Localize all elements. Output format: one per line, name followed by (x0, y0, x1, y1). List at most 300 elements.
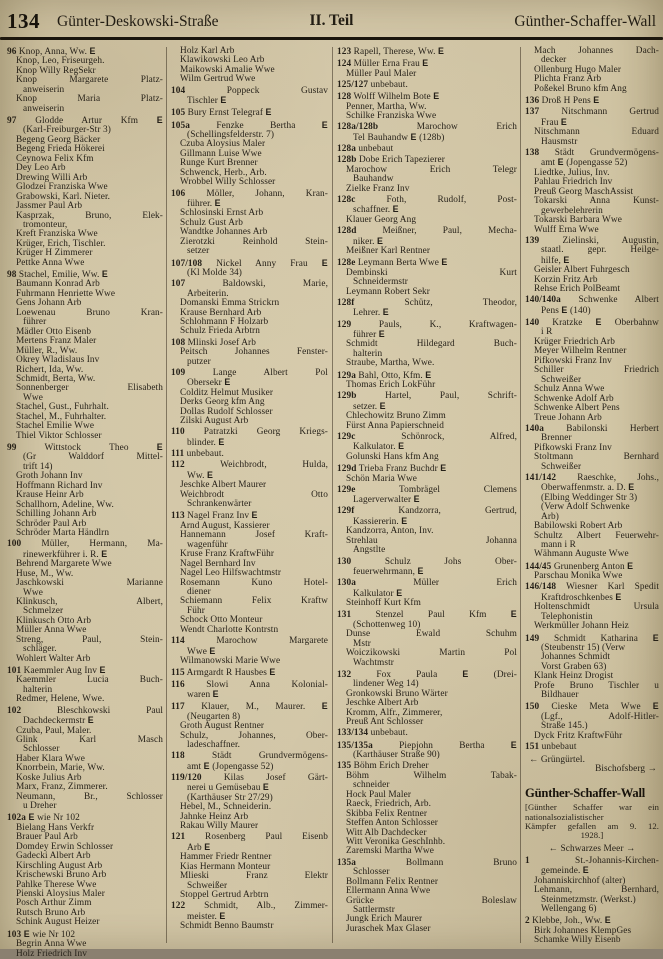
directory-line: Holz Friedrich Inv (16, 948, 87, 959)
directory-line: Schwenck, Herb., Arb. (180, 167, 267, 178)
directory-line: (Gr Walddorf Mittel- (23, 452, 163, 463)
directory-line: 124 Müller Erna Frau E (337, 58, 429, 70)
directory-line: 105a Fenzke Bertha E (171, 119, 328, 131)
directory-entry (7, 270, 163, 441)
directory-line: 119/120 Kilas Josef Gärt- (171, 772, 328, 783)
directory-line: 128b Dobe Erich Tapezierer (337, 155, 445, 166)
directory-line: 129e Tombrägel Clemens (337, 484, 517, 495)
directory-line: 122 Schmidt, Alb., Zimmer- (171, 901, 328, 912)
directory-line: Krause Heinr Arb (16, 490, 84, 501)
directory-line: Okrey Wladislaus Inv (16, 355, 100, 366)
directory-line: Birk Johannes KlempGes (534, 925, 632, 936)
directory-entry (525, 47, 659, 94)
directory-line: Liedtke, Julius, Inv. (534, 167, 610, 178)
directory-line: halterin (353, 348, 383, 359)
directory-line: Koske Julius Arb (16, 772, 82, 783)
directory-line: 115 Armgardt R Hausbes E (171, 667, 276, 679)
directory-line: Marx, Franz, Zimmerer. (16, 782, 108, 793)
directory-line: gemeinde. E (541, 865, 589, 877)
directory-line: Nagel Leo Hilfswachtmstr (180, 568, 282, 579)
directory-line: Ww. E (187, 469, 214, 481)
directory-line: Schamke Willy Eisenb (534, 935, 621, 946)
directory-line: setzer. E (353, 400, 386, 412)
directory-entry (337, 47, 517, 57)
directory-entry (525, 425, 659, 472)
directory-line: Wendt Charlotte Kontrstn (180, 624, 279, 635)
directory-entry (7, 443, 163, 539)
directory-line: Raeck, Friedrich, Arb. (346, 799, 432, 810)
directory-entry (525, 149, 659, 235)
directory-line: Hock Paul Maler (346, 789, 412, 800)
directory-line: Zierotzki Reinhold Stein- (180, 236, 328, 247)
directory-line: Gadecki Albert Arb (16, 851, 91, 862)
directory-line: Jassmer Paul Arb (16, 201, 83, 212)
directory-line: Jeschke Albert Arb (346, 698, 419, 709)
directory-entry (337, 486, 517, 506)
column-divider (332, 47, 333, 943)
directory-line: Rutsch Bruno Arb (16, 907, 86, 918)
gruenguertel-label: ← Grüngürtel. (529, 754, 586, 765)
header-part: II. Teil (309, 12, 354, 29)
directory-line: Schmelzer (23, 606, 64, 617)
directory-line: Arnd August, Kassierer (180, 520, 270, 531)
directory-line: Knop Margarete Platz- (16, 75, 163, 86)
directory-line: Tischler E (187, 95, 227, 107)
directory-line: Krüger, Erich, Tischler. (16, 238, 106, 249)
directory-line: Schweißer (541, 461, 582, 472)
directory-line: Groth Johann Inv (16, 471, 83, 482)
directory-line: wagenführ (187, 539, 228, 550)
directory-line: Colditz Helmut Musiker (180, 387, 274, 398)
directory-line: Tokarski Anna Kunst- (534, 196, 659, 207)
directory-line: Pifkowski Franz Inv (534, 442, 612, 453)
directory-line: nerei u Gemüsebau E (187, 782, 270, 794)
directory-entry (337, 156, 517, 194)
directory-line: Schön Maria Wwe (346, 473, 418, 484)
directory-line: Domdey Erwin Schlosser (16, 841, 114, 852)
directory-line: Zilski August Arb (180, 416, 249, 427)
directory-entry (171, 87, 328, 107)
directory-entry (525, 296, 659, 316)
directory-line: Jaschkowski Marianne (16, 578, 163, 589)
directory-entry (171, 369, 328, 427)
directory-line: Witt Alb Dachdecker (346, 827, 427, 838)
directory-line: Sonnenberger Elisabeth (16, 383, 163, 394)
directory-line: Treue Johann Arb (534, 412, 602, 423)
directory-line: Müller, R., Ww. (16, 345, 78, 356)
directory-line: führer E (353, 329, 385, 340)
directory-line: 129c Schönrock, Alfred, (337, 431, 517, 442)
directory-line: Loewenau Bruno Kran- (16, 307, 163, 318)
directory-line: Dunse Ewald Schuhm (346, 629, 517, 640)
directory-entry (7, 540, 163, 664)
directory-line: Oberwaffenmstr. a. D. E (541, 482, 635, 494)
directory-entry (337, 579, 517, 608)
directory-entry (171, 47, 328, 85)
directory-line: 1 St.-Johannis-Kirchen- (525, 855, 659, 866)
directory-line: (Schottenweg 10) (353, 619, 421, 630)
directory-line: Czuba Aloysius Maler (180, 139, 266, 150)
header-street-left: Günter-Deskowski-Straße (57, 13, 219, 30)
directory-line: Ellermann Anna Wwe (346, 886, 431, 897)
directory-line: Weichbrodt Otto (180, 489, 328, 500)
directory-line: Schmidt Benno Baumstr (180, 921, 274, 932)
directory-entry (171, 511, 328, 635)
directory-line: Steffen Anton Schlosser (346, 818, 438, 829)
directory-line: Schultz Albert Feuerwehr- (534, 530, 659, 541)
directory-line: 102a E wie Nr 102 (7, 812, 80, 824)
directory-line: Bielang Hans Verkfr (16, 822, 95, 833)
directory-line: Stachel, M., Fuhrhalter. (16, 411, 107, 422)
directory-entry (525, 857, 659, 915)
directory-line: amt E (Jopengasse 52) (541, 157, 628, 169)
directory-line: Woiczikowski Martin Pol (346, 648, 517, 659)
directory-line: Domanski Emma Strickrn (180, 298, 280, 309)
directory-line: Vorst Graben 63) (541, 661, 607, 672)
directory-line: Arb) (541, 511, 559, 522)
directory-line: Drewing Willi Arb (16, 172, 88, 183)
directory-line: Holz Karl Arb (180, 46, 235, 56)
directory-line: Schmidt Hildegard Buch- (346, 339, 517, 350)
directory-line: Jeschke Albert Maurer (180, 480, 267, 491)
directory-line: Wandtke Johannes Arb (180, 227, 268, 238)
directory-line: 129 Pauls, K., Kraftwagen- (337, 319, 517, 330)
directory-entry (337, 92, 517, 121)
directory-line: Ollenburg Hugo Maler (534, 64, 622, 75)
directory-line: ladeschaffner. (187, 740, 241, 751)
directory-line: Klank Heinz Drogist (534, 671, 614, 682)
directory-line: Kias Hermann Monteur (180, 861, 271, 872)
directory-entry (337, 762, 517, 857)
directory-entry (525, 634, 659, 701)
directory-line: Klinkusch Otto Arb (16, 615, 92, 626)
directory-line: Schallhorn, Adeline, Ww. (16, 499, 114, 510)
directory-line: Kaemmler Lucia Buch- (16, 675, 163, 686)
directory-line: Nagel Bernhard Inv (180, 558, 256, 569)
directory-entry (337, 299, 517, 319)
directory-line: Hebel, M., Schneiderin. (180, 802, 272, 813)
directory-line: 128a unbebaut (337, 144, 394, 155)
directory-line: Schock Otto Monteur (180, 615, 263, 626)
directory-line: schaffner. E (353, 204, 399, 216)
directory-line: Dachdeckermstr E (23, 715, 94, 727)
directory-line: Grabowski, Karl. Nieter. (16, 191, 111, 202)
directory-entry (171, 637, 328, 666)
directory-entry (171, 668, 328, 678)
page-number: 134 (7, 9, 40, 33)
directory-line: Schlosser (353, 867, 390, 878)
directory-line: Korzin Fritz Arb (534, 274, 598, 285)
directory-entry (7, 116, 163, 268)
directory-line: 110 Patratzki Georg Kriegs- (171, 427, 328, 438)
directory-line: Posch Arthur Zimm (16, 898, 92, 909)
directory-line: 133/134 unbebaut. (337, 728, 408, 739)
directory-line: blinder. E (187, 436, 225, 448)
directory-line: lindener Weg 14) (353, 679, 419, 690)
directory-line: schneider (353, 780, 390, 791)
directory-entry (337, 227, 517, 256)
directory-line: halterin (23, 684, 53, 695)
directory-entry (171, 774, 328, 832)
directory-line: Müller Anna Wwe (16, 625, 87, 636)
directory-entry (525, 108, 659, 147)
directory-entry (337, 859, 517, 935)
directory-line: (Karl-Freiburger-Str 3) (23, 125, 111, 136)
directory-line: Nitschmann Eduard (534, 127, 659, 138)
directory-line: 135 Böhm Erich Dreher (337, 761, 429, 772)
directory-line: Knop Willy RegSekr (16, 65, 96, 76)
directory-line: 107/108 Nickel Anny Frau E (171, 257, 328, 269)
directory-line: 136 Droß H Pens E (525, 95, 600, 107)
directory-line: Schrankenwärter (187, 499, 252, 510)
directory-line: anweiserin (23, 103, 65, 114)
directory-line: Profe Bruno Tischler u (534, 680, 659, 691)
directory-line: niker. E (353, 235, 384, 247)
directory-line: Plichta Franz Arb (534, 74, 602, 85)
directory-entry (337, 433, 517, 462)
directory-line: 114 Marochow Margarete (171, 636, 328, 647)
directory-line: Chlechowitz Bruno Zimm (346, 411, 446, 422)
directory-line: Glodzei Franziska Wwe (16, 182, 108, 193)
directory-line: 138 Städt Grundvermögens- (525, 147, 659, 158)
directory-entry (525, 237, 659, 295)
directory-line: Tokarski Barbara Wwe (534, 215, 622, 226)
directory-line: 129b Hartel, Paul, Schrift- (337, 391, 517, 402)
directory-entry (171, 190, 328, 257)
directory-line: Lagerverwalter E (353, 494, 420, 506)
directory-entry (171, 280, 328, 337)
directory-line: Schlosinski Ernst Arb (180, 208, 264, 219)
directory-line: Mädler Otto Eisenb (16, 326, 92, 337)
directory-line: diener (187, 587, 211, 598)
directory-entry (337, 145, 517, 154)
directory-entry (525, 743, 659, 752)
directory-line: Redmer, Helene, Wwe. (16, 694, 105, 705)
directory-line: Wohlert Walter Arb (16, 653, 91, 664)
directory-line: Zielke Franz Inv (346, 183, 410, 194)
directory-line: 137 Nitschmann Gertrud (525, 107, 659, 118)
directory-entry (171, 339, 328, 367)
directory-entry (7, 47, 163, 114)
directory-line: waren E (187, 688, 219, 700)
directory-line: 116 Slowi Anna Kolonial- (171, 679, 328, 690)
directory-line: Juraschek Max Glaser (346, 923, 431, 934)
directory-line: decker (541, 55, 567, 66)
directory-line: Thomas Erich LokFühr (346, 380, 436, 391)
column-1 (7, 46, 163, 959)
directory-line: Kirschling August Arb (16, 860, 103, 871)
directory-line: 140a Babilonski Herbert (525, 423, 659, 434)
directory-line: Steinmetzmstr. (Werkst.) (541, 894, 636, 905)
directory-line: Pienski Aloysius Maler (16, 889, 105, 899)
directory-line: Jahnke Heinz Arb (180, 811, 249, 822)
section-note-line: nationalsozialistischer (525, 811, 604, 822)
directory-line: Gronkowski Bruno Wärter (346, 688, 448, 699)
directory-line: Führ (187, 605, 205, 616)
directory-line: 99 Wittstock Theo E (7, 441, 163, 453)
directory-line: Schiller Friedrich (534, 365, 659, 376)
directory-line: Kreft Franziska Wwe (16, 229, 98, 240)
directory-line: Tel Bauhandw E (128b) (353, 131, 445, 143)
directory-line: 104 Poppeck Gustav (171, 85, 328, 96)
directory-line: Schink August Heizer (16, 917, 100, 928)
directory-line: Straube, Martha, Wwe. (346, 358, 435, 369)
directory-entry (7, 813, 163, 927)
directory-line: Golunski Hans kfm Ang (346, 451, 439, 462)
directory-line: 151 unbebaut (525, 742, 577, 753)
directory-line: Krause Bernhard Arb (180, 307, 262, 318)
directory-entry (337, 741, 517, 761)
directory-line: 144/45 Grunenberg Anton E (525, 560, 634, 572)
column-divider (166, 47, 167, 943)
directory-line: Poßekel Bruno kfm Ang (534, 83, 627, 94)
directory-line: Hoffmann Richard Inv (16, 480, 103, 491)
directory-line: hilfe, E (541, 254, 570, 266)
directory-line: Wulff Erna Wwe (534, 224, 599, 235)
directory-line: Knop, Leo, Friseurgeh. (16, 56, 105, 67)
directory-line: staatl. gepr. Heilge- (541, 245, 659, 256)
directory-line: 105 Bury Ernst Telegraf E (171, 107, 272, 119)
directory-line: Lehrer. E (353, 307, 389, 319)
directory-line: mann i R (541, 540, 576, 551)
directory-line: 128f Schütz, Theodor, (337, 297, 517, 308)
directory-line: Schilling Johann Arb (16, 509, 97, 520)
directory-line: Schiemann Felix Kraftw (180, 596, 328, 607)
directory-line: Wilmanowski Marie Wwe (180, 656, 281, 666)
directory-entry (337, 258, 517, 297)
section-note-line: [Günther Schaffer war ein (525, 802, 659, 813)
directory-line: Gillmann Luise Wwe (180, 148, 262, 159)
directory-line: 128c Foth, Rudolf, Post- (337, 194, 517, 205)
directory-line: Knorrbein, Marie, Ww. (16, 763, 105, 774)
directory-entry (525, 562, 659, 582)
directory-line: Arb E (187, 841, 211, 853)
directory-entry (7, 707, 163, 812)
directory-line: Kalkulator E (353, 587, 403, 599)
directory-entry (337, 464, 517, 484)
directory-line: 101 Kaemmler Aug Inv E (7, 664, 106, 676)
directory-line: 107 Baldowski, Marie, (171, 279, 328, 290)
directory-line: Schilke Franziska Wwe (346, 111, 437, 122)
directory-line: Schulz, Johannes, Ober- (180, 730, 328, 741)
directory-line: Pens E (140) (541, 304, 591, 316)
directory-line: Hausmstr (541, 136, 578, 147)
directory-line: Rosemann Kuno Hotel- (180, 577, 328, 588)
directory-line: (Karthäuser Str 27/29) (187, 792, 273, 803)
directory-entry (337, 558, 517, 578)
directory-line: 118 Städt Grundvermögens- (171, 751, 328, 762)
directory-line: Derks Georg kfm Ang (180, 397, 265, 408)
directory-line: Dyck Fritz KraftwFühr (534, 730, 623, 741)
column-4 (525, 47, 659, 946)
directory-line: Wellengang 6) (541, 903, 597, 914)
directory-line: 2 Klebbe, Joh., Ww. E (525, 915, 611, 927)
directory-line: (Kl Molde 34) (187, 267, 243, 278)
directory-line: 140 Kratzke E Oberbahnw (525, 317, 659, 329)
directory-line: meister. E (187, 910, 226, 922)
directory-line: Wilm Gertrud Wwe (180, 74, 256, 85)
directory-entry (337, 392, 517, 431)
column-3 (337, 47, 517, 946)
directory-line: 139 Zielinski, Augustin, (525, 235, 659, 246)
directory-line: Fuhrmann Henriette Wwe (16, 288, 116, 299)
directory-line: 117 Klauer, M., Maurer. E (171, 701, 328, 713)
directory-line: Bauhandw (353, 174, 394, 185)
directory-line: Schweißer (541, 374, 582, 385)
directory-line: 149 Schmidt Katharina E (525, 632, 659, 644)
directory-line: Kromm, Alfr., Zimmerer, (346, 707, 443, 718)
directory-line: feuerwehrmann, E (353, 566, 424, 577)
schwarzes-meer-label: ← Schwarzes Meer → (548, 844, 636, 855)
directory-line: Begeng Frieda Hökerei (16, 144, 105, 155)
directory-entry (337, 321, 517, 369)
directory-line: Skibba Felix Rentner (346, 808, 428, 819)
bischofsberg-label: Bischofsberg → (595, 763, 657, 774)
directory-line: 109 Lange Albert Pol (171, 367, 328, 378)
directory-line: schläger. (23, 644, 57, 655)
directory-line: Stoltmann Bernhard (534, 452, 659, 463)
section-note (525, 803, 659, 840)
directory-line: Peitsch Johannes Fenster- (180, 347, 328, 358)
directory-entry (525, 474, 659, 560)
header-street-right: Günther-Schaffer-Wall (514, 13, 656, 30)
directory-entry (525, 96, 659, 106)
directory-line: führer (23, 317, 47, 328)
directory-entry (525, 702, 659, 741)
directory-line: Kandzorra, Anton, Inv. (346, 526, 434, 537)
directory-line: 129d Trieba Franz Buchdr E (337, 463, 447, 475)
directory-line: putzer (187, 356, 211, 367)
directory-line: Krischewski Bruno Arb (16, 870, 107, 881)
directory-line: Schwenke Adolf Arb (534, 393, 614, 404)
directory-line: Mach Johannes Dach- (534, 46, 659, 56)
page-header (0, 0, 663, 42)
directory-entry (337, 507, 517, 555)
directory-line: Dembinski Kurt (346, 267, 517, 278)
directory-line: Mertens Franz Maler (16, 336, 97, 347)
directory-line: 135/135a Piepjohn Bertha E (337, 739, 517, 751)
directory-entry (171, 259, 328, 279)
directory-entry (337, 81, 517, 90)
directory-line: anweiserin (23, 84, 65, 95)
directory-line: 103 E wie Nr 102 (7, 928, 76, 940)
directory-line: amt E (Jopengasse 52) (187, 760, 274, 772)
directory-line: Holtenschmidt Ursula (534, 602, 659, 613)
directory-line: Dollas Rudolf Schlosser (180, 406, 273, 417)
directory-line: 141/142 Raeschke, Johs., (525, 472, 659, 483)
column-2 (171, 47, 328, 946)
directory-line: 128 Wolff Wilhelm Bote E (337, 91, 440, 103)
directory-line: Hannemann Josef Kraft- (180, 530, 328, 541)
directory-line: 106 Möller, Johann, Kran- (171, 188, 328, 199)
directory-line: Brenner (541, 433, 572, 444)
directory-line: Jungk Erich Maurer (346, 914, 423, 925)
directory-line: Wachtmstr (353, 657, 394, 668)
directory-line: Preuß Ant Schlosser (346, 717, 424, 728)
directory-line: Mstr (353, 638, 371, 649)
directory-line: 96 Knop, Anna, Ww. E (7, 46, 96, 57)
directory-entry (171, 702, 328, 750)
directory-line: Penner, Martha, Ww. (346, 101, 427, 112)
directory-line: Schröder Paul Arb (16, 518, 87, 529)
directory-line: Stachel Emilie Wwe (16, 421, 95, 432)
directory-line: gewerbelehrerin (541, 205, 603, 216)
directory-line: Begeng Georg Bäcker (16, 134, 101, 145)
directory-line: (Lgf., Adolf-Hitler- (541, 711, 659, 722)
directory-entry (337, 670, 517, 728)
directory-entry (171, 902, 328, 931)
directory-line: 128a/128b Marochow Erich (337, 122, 517, 133)
